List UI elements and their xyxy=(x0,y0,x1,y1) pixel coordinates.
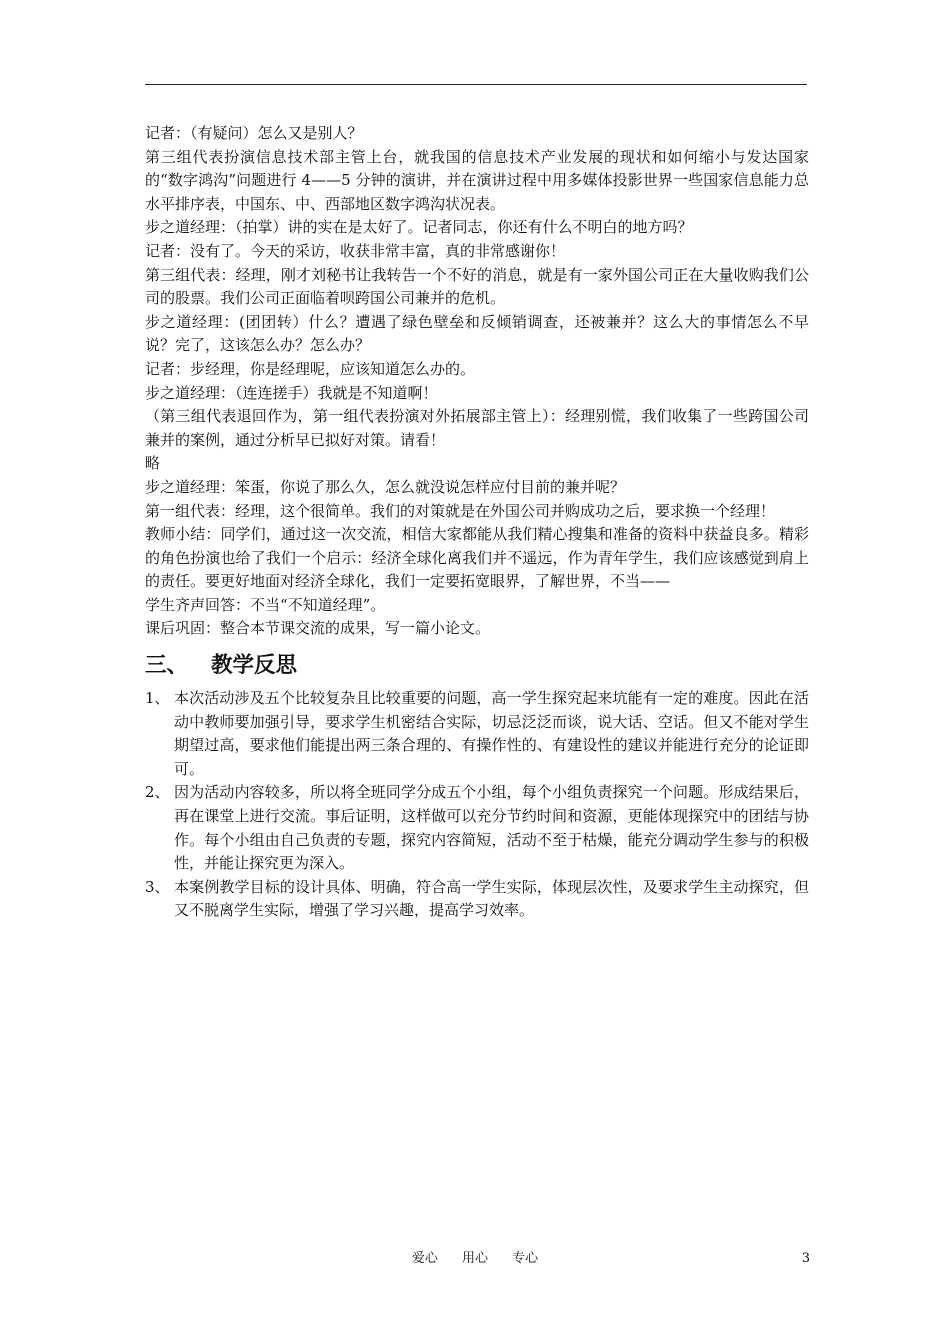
section-title: 教学反思 xyxy=(211,653,298,679)
dialogue-paragraph: 记者：（有疑问）怎么又是别人？ xyxy=(145,124,363,142)
footer-motto-word: 用心 xyxy=(461,1251,488,1266)
reflection-list xyxy=(145,687,809,923)
dialogue-paragraph: 第三组代表扮演信息技术部主管上台，就我国的信息技术产业发展的现状和如何缩小与发达国家的“数字鸿沟”问题进行 4——5 分钟的演讲，并在演讲过程中用多媒体投影世界一些国家信息能力总水平排序表，中国东、中、西部地区数字鸿沟状况表。 xyxy=(145,147,809,213)
dialogue-paragraph: 步之道经理：(团团转）什么？遭遇了绿色壁垒和反倾销调查，还被兼并？这么大的事情怎么不早说？完了，这该怎么办？怎么办？ xyxy=(145,312,809,355)
list-marker: 1、 xyxy=(145,689,170,708)
dialogue-paragraph: 记者：没有了。今天的采访，收获非常丰富，真的非常感谢你！ xyxy=(145,241,566,260)
section-heading xyxy=(145,651,809,681)
dialogue-paragraph: 第一组代表：经理，这个很简单。我们的对策就是在外国公司并购成功之后，要求换一个经理！ xyxy=(145,501,776,520)
dialogue-paragraph: 略 xyxy=(145,454,161,473)
list-marker: 3、 xyxy=(145,877,170,896)
list-item-text: 因为活动内容较多，所以将全班同学分成五个小组，每个小组负责探究一个问题。形成结果后，再在课堂上进行交流。事后证明，这样做可以充分节约时间和资源，更能体现探究中的团结与协作。每个小组由自己负责的专题，探究内容简短，活动不至于枯燥，能充分调动学生参与的积极性，并能让探究更为深入。 xyxy=(174,783,809,873)
list-item xyxy=(145,687,809,781)
footer-motto-word: 爱心 xyxy=(411,1251,438,1266)
dialogue-paragraph: 记者：步经理，你是经理呢，应该知道怎么办的。 xyxy=(145,359,476,378)
header-rule xyxy=(145,84,807,85)
page-footer xyxy=(0,1249,950,1269)
homework-paragraph: 课后巩固：整合本节课交流的成果，写一篇小论文。 xyxy=(145,619,491,638)
list-item xyxy=(145,781,809,875)
list-marker: 2、 xyxy=(145,783,170,802)
student-answer-paragraph: 学生齐声回答：不当“不知道经理”。 xyxy=(145,595,386,614)
dialogue-paragraph: 第三组代表：经理，刚才刘秘书让我转告一个不好的消息，就是有一家外国公司正在大量收购我们公司的股票。我们公司正面临着呗跨国公司兼并的危机。 xyxy=(145,265,809,308)
list-item xyxy=(145,876,809,923)
list-item-text: 本案例教学目标的设计具体、明确，符合高一学生实际，体现层次性，及要求学生主动探究，但又不脱离学生实际，增强了学习兴趣，提高学习效率。 xyxy=(174,877,809,920)
document-body xyxy=(145,122,809,923)
dialogue-paragraph: 步之道经理：（拍掌）讲的实在是太好了。记者同志，你还有什么不明白的地方吗？ xyxy=(145,218,693,237)
list-item-text: 本次活动涉及五个比较复杂且比较重要的问题，高一学生探究起来坑能有一定的难度。因此在活动中教师要加强引导，要求学生机密结合实际，切忌泛泛而谈，说大话、空话。但又不能对学生期望过高，要求他们能提出两三条合理的、有操作性的、有建设性的建议并能进行充分的论证即可。 xyxy=(174,689,809,778)
page-number: 3 xyxy=(801,1251,810,1266)
dialogue-paragraph: （第三组代表退回作为，第一组代表扮演对外拓展部主管上）：经理别慌，我们收集了一些跨国公司兼并的案例，通过分析早已拟好对策。请看！ xyxy=(145,407,809,449)
footer-motto-word: 专心 xyxy=(512,1251,539,1266)
dialogue-paragraph: 步之道经理：笨蛋，你说了那么久，怎么就没说怎样应付目前的兼并呢？ xyxy=(145,477,626,496)
dialogue-paragraph: 步之道经理：（连连搓手）我就是不知道啊！ xyxy=(145,383,438,402)
teacher-summary-paragraph: 教师小结：同学们，通过这一次交流，相信大家都能从我们精心搜集和准备的资料中获益良多。精彩的角色扮演也给了我们一个启示：经济全球化离我们并不遥远，作为青年学生，我们应该感觉到肩上的责任。要更好地面对经济全球化，我们一定要拓宽眼界，了解世界，不当—— xyxy=(145,525,809,591)
section-number: 三、 xyxy=(145,653,189,679)
